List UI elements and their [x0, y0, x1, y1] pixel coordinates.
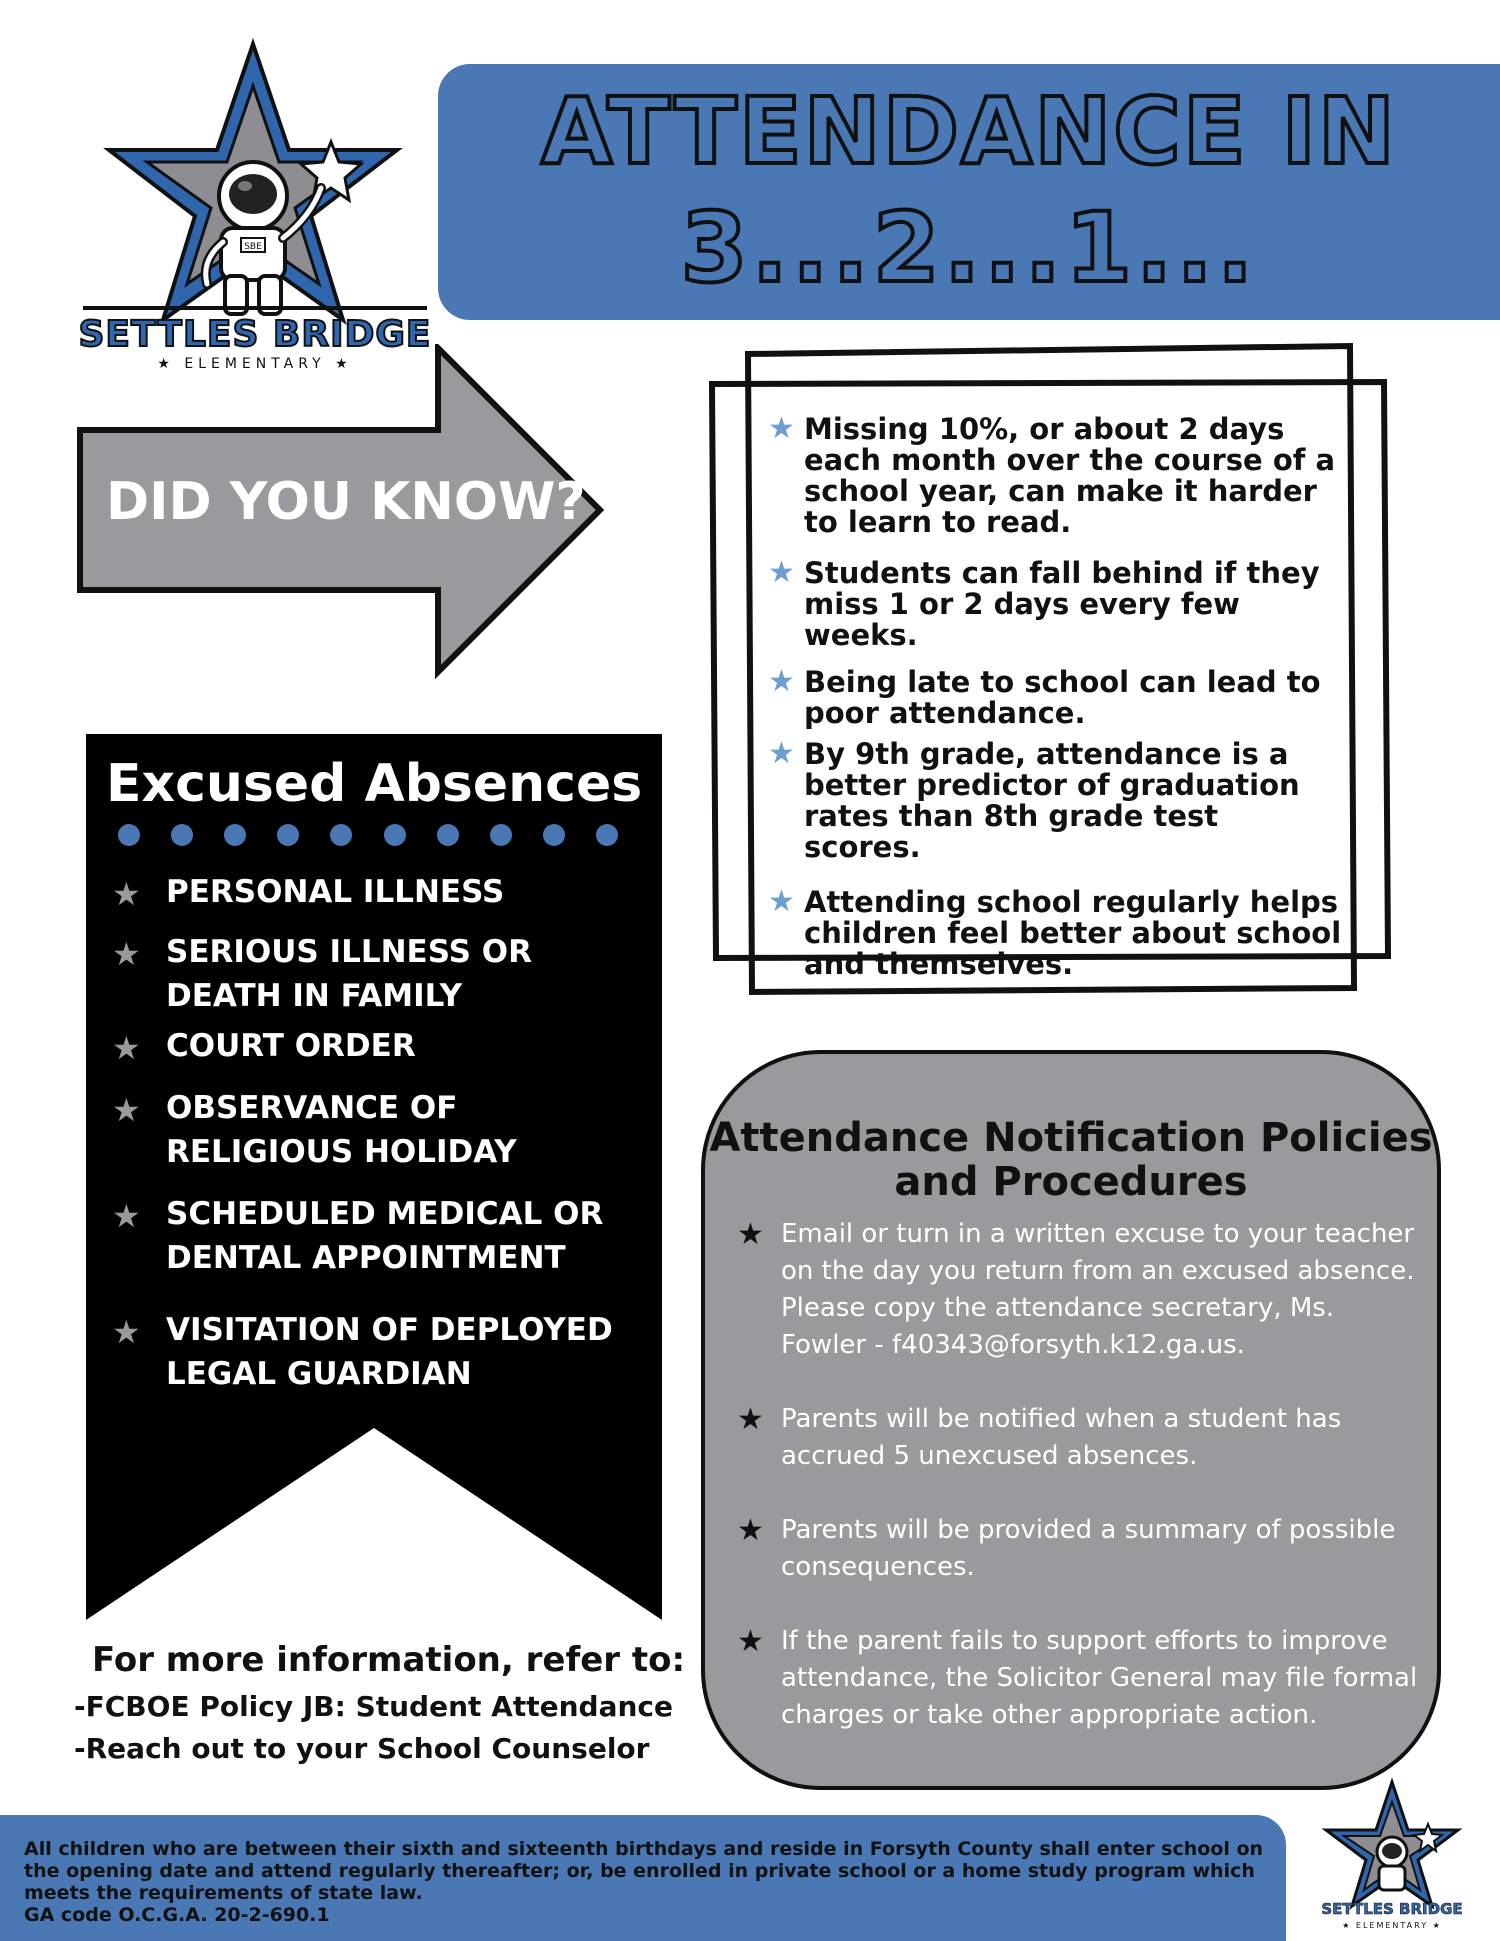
star-icon: ★ [768, 736, 795, 771]
fact-text: By 9th grade, attendance is a better predictor of graduation rates than 8th grade test scores. [804, 737, 1300, 864]
fact-text: Students can fall behind if they miss 1 or 2 days every few weeks. [804, 556, 1320, 652]
notification-text: Parents will be provided a summary of possible consequences. [781, 1515, 1396, 1582]
dot [330, 824, 352, 846]
notification-item [737, 1512, 1427, 1586]
more-info-policy: -FCBOE Policy JB: Student Attendance [74, 1690, 673, 1723]
dot [384, 824, 406, 846]
title-banner [438, 64, 1500, 320]
notification-text: Email or turn in a written excuse to your teacher on the day you return from an excused absence. Please copy the attendance secretary, Ms. Fowler - f40343@forsyth.k12.ga.us. [781, 1219, 1415, 1360]
absence-item [112, 930, 642, 1018]
dot-divider [118, 824, 618, 848]
star-icon: ★ [112, 935, 141, 973]
absence-text: SERIOUS ILLNESS OR DEATH IN FAMILY [166, 934, 532, 1014]
notification-title: Attendance Notification Policies and Procedures [709, 1115, 1433, 1205]
star-icon: ★ [737, 1624, 764, 1659]
footer-text [24, 1838, 1264, 1926]
star-icon: ★ [112, 1029, 141, 1067]
dot [118, 824, 140, 846]
absence-item [112, 1024, 642, 1068]
excused-absences-list [112, 870, 642, 1396]
fact-item [768, 884, 1344, 981]
footer-code: GA code O.C.G.A. 20-2-690.1 [24, 1904, 330, 1926]
fact-text: Missing 10%, or about 2 days each month over the course of a school year, can make it harder to learn to read. [804, 412, 1336, 539]
did-you-know-label: DID YOU KNOW? [106, 472, 586, 532]
absence-item [112, 1086, 642, 1174]
absence-item [112, 1308, 642, 1396]
star-icon: ★ [768, 555, 795, 590]
footer-logo-sub: ★ ELEMENTARY ★ [1342, 1921, 1442, 1930]
star-icon: ★ [768, 411, 795, 446]
absence-text: VISITATION OF DEPLOYED LEGAL GUARDIAN [166, 1312, 613, 1392]
facts-list [768, 411, 1344, 981]
absence-text: OBSERVANCE OF RELIGIOUS HOLIDAY [166, 1090, 517, 1170]
school-name: SETTLES BRIDGE [78, 314, 432, 355]
excused-absences-title: Excused Absences [106, 754, 643, 814]
fact-text: Attending school regularly helps children feel better about school and themselves. [804, 885, 1342, 981]
notification-item [737, 1216, 1427, 1364]
page-title-line2: 3...2...1... [680, 192, 1258, 304]
absence-text: SCHEDULED MEDICAL OR DENTAL APPOINTMENT [166, 1196, 604, 1276]
absence-item [112, 1192, 642, 1280]
dot [277, 824, 299, 846]
fact-item [768, 736, 1344, 864]
star-icon: ★ [768, 884, 795, 919]
star-icon: ★ [737, 1217, 764, 1252]
notification-list [737, 1216, 1427, 1734]
star-icon: ★ [112, 1091, 141, 1129]
fact-text: Being late to school can lead to poor attendance. [804, 665, 1321, 730]
star-icon: ★ [112, 1197, 141, 1235]
notification-text: If the parent fails to support efforts to improve attendance, the Solicitor General may file formal charges or take other appropriate action. [781, 1626, 1418, 1730]
more-info-counselor: -Reach out to your School Counselor [74, 1732, 650, 1765]
helmet-label: SBE [244, 242, 262, 252]
footer-logo-name: SETTLES BRIDGE [1321, 1900, 1463, 1918]
dot [490, 824, 512, 846]
dot [543, 824, 565, 846]
absence-text: PERSONAL ILLNESS [166, 874, 505, 910]
page-title-line1: ATTENDANCE IN [541, 78, 1397, 185]
absence-item [112, 870, 642, 914]
school-subtitle: ★ ELEMENTARY ★ [157, 356, 353, 372]
notification-item [737, 1401, 1427, 1475]
notification-panel [701, 1050, 1441, 1790]
notification-text: Parents will be notified when a student has accrued 5 unexcused absences. [781, 1404, 1342, 1471]
dot [224, 824, 246, 846]
star-icon: ★ [112, 875, 141, 913]
dot [596, 824, 618, 846]
fact-item [768, 555, 1344, 652]
dot [437, 824, 459, 846]
notification-item [737, 1623, 1427, 1734]
footer-law-text: All children who are between their sixth and sixteenth birthdays and reside in Forsyth County shall enter school on the opening date and attend regularly thereafter; or, be enrolled in private school or a home study program which meets the requirements of state law. [24, 1838, 1264, 1904]
star-icon: ★ [112, 1313, 141, 1351]
more-info-title: For more information, refer to: [92, 1640, 686, 1680]
fact-item [768, 411, 1344, 539]
star-icon: ★ [737, 1513, 764, 1548]
absence-text: COURT ORDER [166, 1028, 416, 1064]
fact-item [768, 664, 1344, 730]
star-icon: ★ [768, 664, 795, 699]
school-logo [75, 38, 435, 378]
star-icon: ★ [737, 1402, 764, 1437]
astronaut-star-logo-icon [75, 38, 435, 328]
dot [171, 824, 193, 846]
